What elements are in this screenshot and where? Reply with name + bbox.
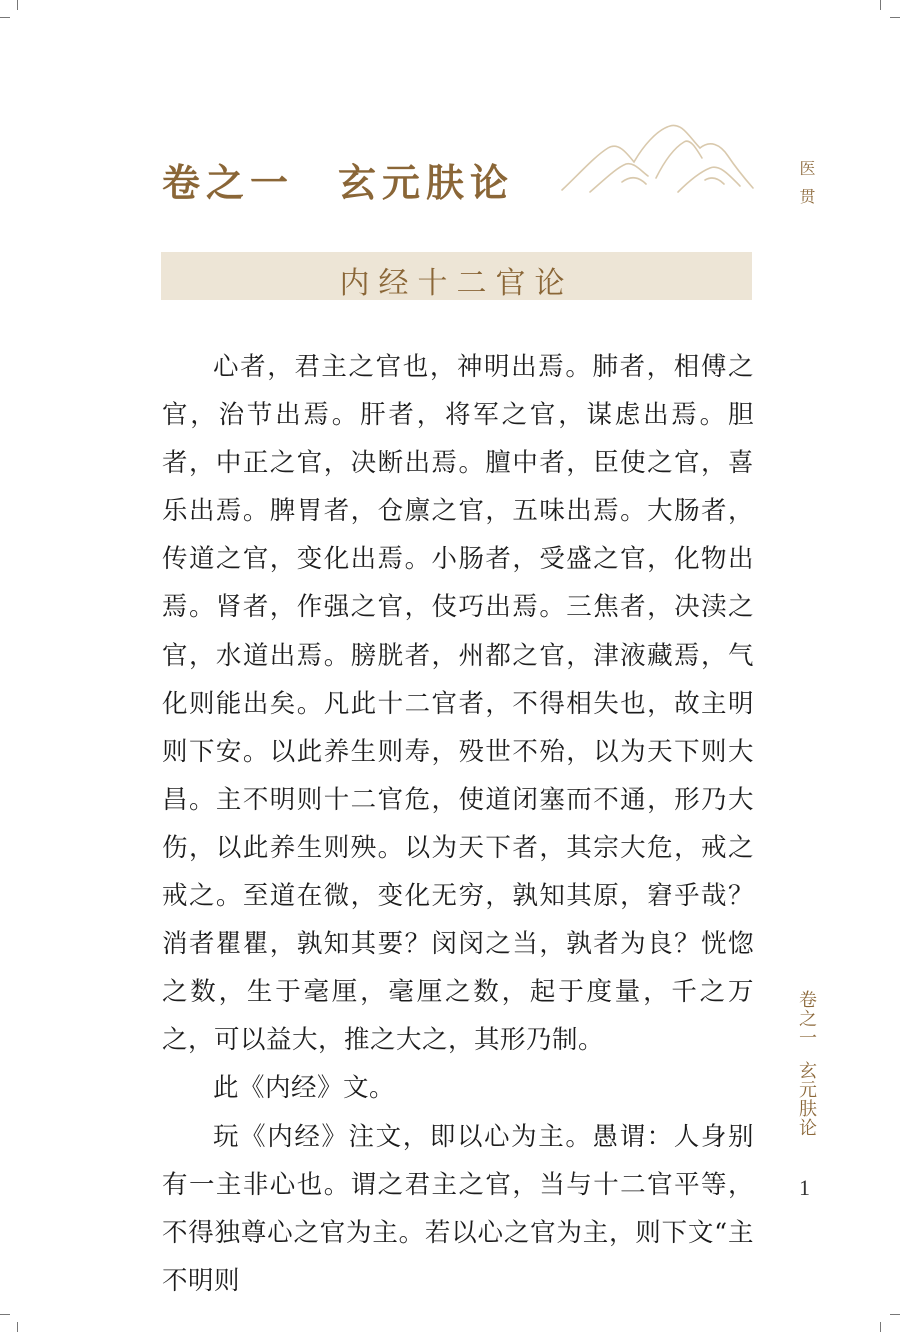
running-head-chapter-part1: 卷之一 [796, 990, 817, 1047]
page-number: 1 [799, 1175, 810, 1200]
crop-mark-left-bottom [0, 1314, 10, 1315]
crop-mark-top-left [17, 0, 18, 10]
paragraph: 心者，君主之官也，神明出焉。肺者，相傅之官，治节出焉。肝者，将军之官，谋虑出焉。胆者，中正之官，决断出焉。膻中者，臣使之官，喜乐出焉。脾胃者，仓廪之官，五味出焉。大肠者，传道之官，变化出焉。小肠者，受盛之官，化物出焉。肾者，作强之官，伎巧出焉。三焦者，决渎之官，水道出焉。膀胱者，州都之官，津液藏焉，气化则能出矣。凡此十二官者，不得相失也，故主明则下安。以此养生则寿，殁世不殆，以为天下则大昌。主不明则十二官危，使道闭塞而不通，形乃大伤，以此养生则殃。以为天下者，其宗大危，戒之戒之。至道在微，变化无穷，孰知其原，窘乎哉？消者瞿瞿，孰知其要？闵闵之当，孰者为良？恍惚之数，生于毫厘，毫厘之数，起于度量，千之万之，可以益大，推之大之，其形乃制。 [162, 352, 754, 1056]
crop-mark-right-top [890, 17, 900, 18]
crop-mark-left-top [0, 17, 10, 18]
body-text [162, 343, 754, 1305]
section-banner [161, 252, 752, 300]
crop-mark-top-right [880, 0, 881, 10]
crop-mark-bottom-left [17, 1322, 18, 1332]
running-head-chapter-part2: 玄元肤论 [796, 1061, 817, 1137]
paragraph: 玩《内经》注文，即以心为主。愚谓：人身别有一主非心也。谓之君主之官，当与十二官平等，不得独尊心之官为主。若以心之官为主，则下文“主不明则 [162, 1121, 754, 1296]
mountain-ornament-icon [560, 118, 755, 198]
paragraph: 此《内经》文。 [213, 1073, 396, 1104]
section-title: 内经十二官论 [339, 266, 574, 301]
crop-mark-bottom-right [880, 1322, 881, 1332]
running-head-book-title: 医贯 [797, 160, 816, 216]
crop-mark-right-bottom [890, 1314, 900, 1315]
running-head-chapter [793, 990, 819, 1137]
chapter-title: 卷之一 玄元肤论 [162, 160, 515, 205]
